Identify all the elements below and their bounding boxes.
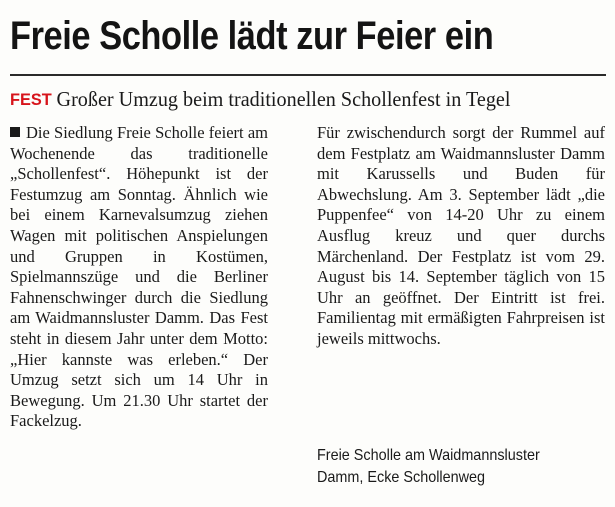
paragraph-left xyxy=(10,123,268,432)
subheadline: Großer Umzug beim traditionellen Schollenfest in Tegel xyxy=(56,87,511,111)
subheadline-line xyxy=(10,86,510,113)
article-column-left xyxy=(10,123,268,432)
body-text-left: Die Siedlung Freie Scholle feiert am Wochenende das traditionelle „Schollenfest“. Höhepunkt ist der Festumzug am Sonntag. Ähnlich wie bei einem Karnevalsumzug ziehen Wagen mit politischen Anspielungen und Gruppen in Kostümen, Spielmannszüge und die Berliner Fahnenschwinger durch die Siedlung am Waidmannsluster Damm. Das Fest steht in diesem Jahr unter dem Motto: „Hier kannste was erleben.“ Der Umzug setzt sich um 14 Uhr in Bewegung. Um 21.30 Uhr startet der Fackelzug. xyxy=(10,123,268,431)
address-line-1: Freie Scholle am Waidmannsluster xyxy=(317,447,540,464)
article-column-right xyxy=(317,123,605,350)
bullet-square-icon xyxy=(10,127,20,137)
address-box xyxy=(317,445,540,488)
address-line-2: Damm, Ecke Schollenweg xyxy=(317,468,486,486)
kicker-label: FEST xyxy=(10,90,52,109)
paragraph-right xyxy=(317,123,605,350)
headline: Freie Scholle lädt zur Feier ein xyxy=(10,14,494,58)
headline-rule xyxy=(10,74,606,76)
body-text-right: Für zwischendurch sorgt der Rummel auf dem Festplatz am Waidmannsluster Damm mit Karussells und Buden für Abwechslung. Am 3. September lädt „die Puppenfee“ von 14-20 Uhr zu einem Ausflug kreuz und quer durchs Märchenland. Der Festplatz ist vom 29. August bis 14. September täglich von 15 Uhr an geöffnet. Der Eintritt ist frei. Familientag mit ermäßigten Fahrpreisen ist jeweils mittwochs. xyxy=(317,123,605,348)
